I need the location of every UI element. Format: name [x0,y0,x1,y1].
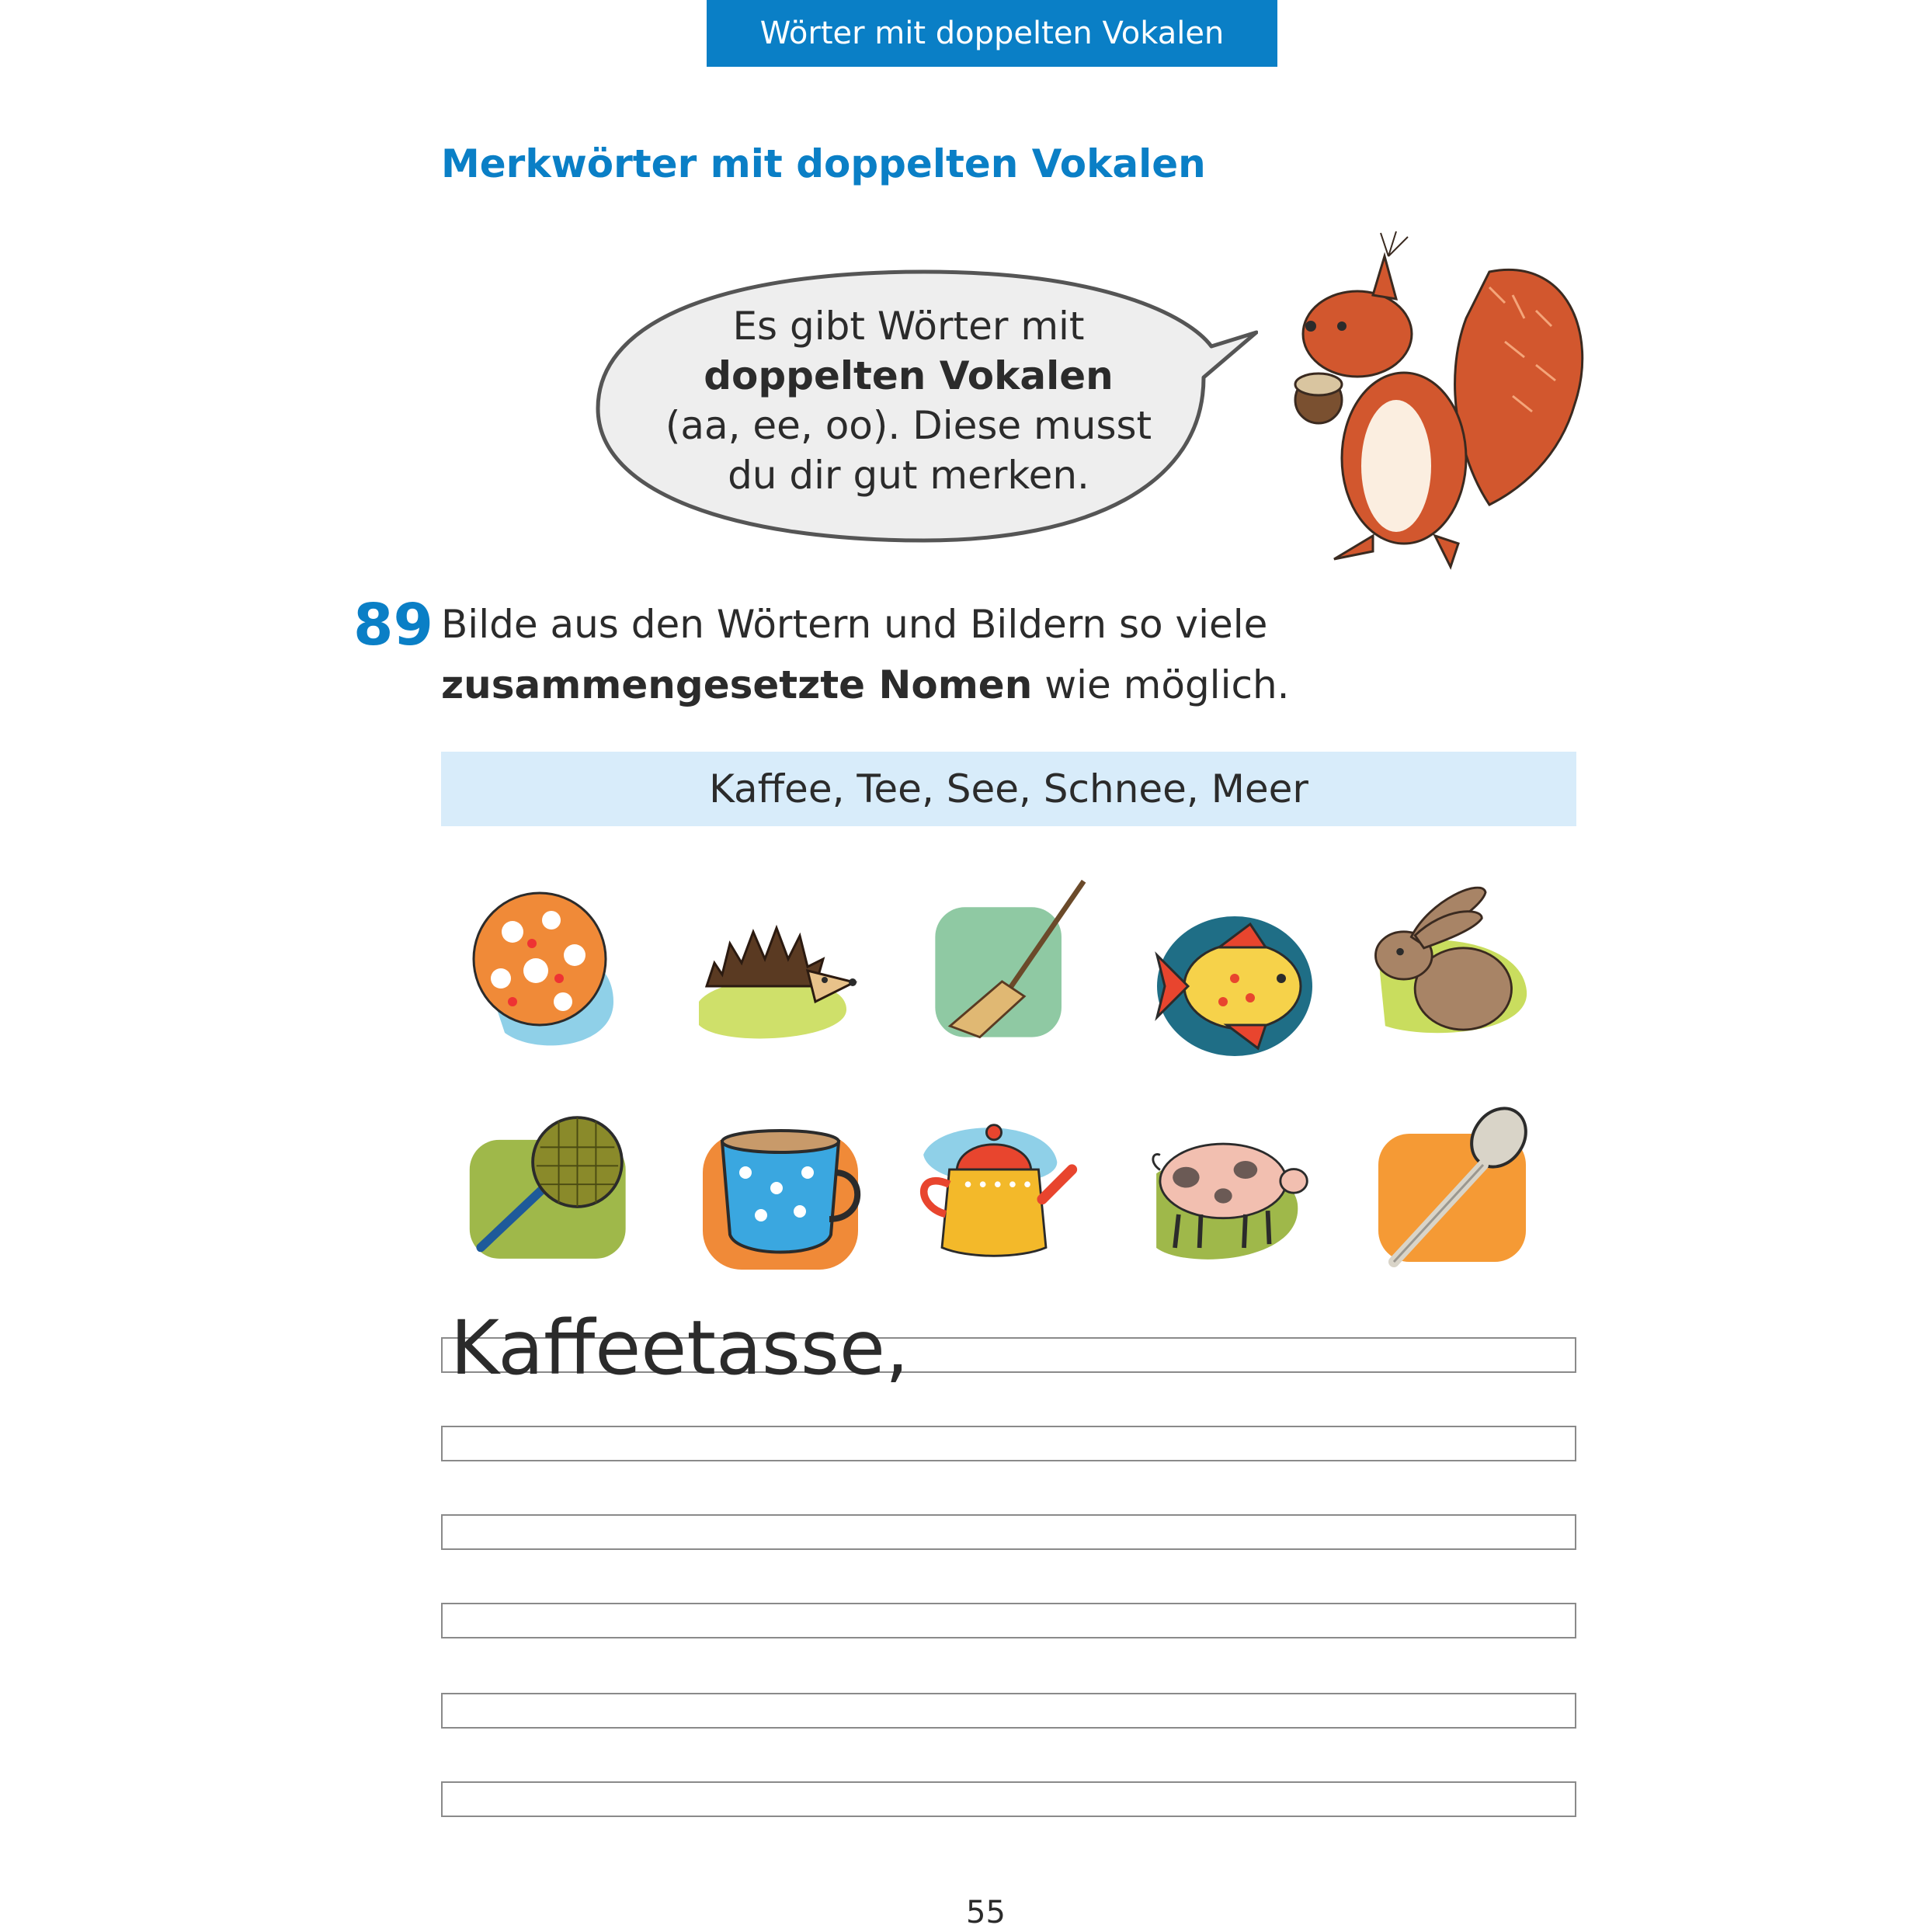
teapot-icon [909,1103,1079,1274]
writing-line[interactable] [441,1603,1576,1638]
word-list-text: Kaffee, Tee, See, Schnee, Meer [709,766,1308,811]
word-list-box [441,752,1576,826]
bubble-line-2-bold: doppelten Vokalen [704,353,1114,398]
bubble-line-4: du dir gut merken. [728,453,1089,498]
section-title: Merkwörter mit doppelten Vokalen [441,141,1206,186]
squirrel-illustration [1256,225,1590,575]
example-answer: Kaffeetasse, [450,1305,909,1392]
speech-bubble-text [645,301,1173,500]
cup-icon [699,1110,870,1281]
topic-header-tab [707,0,1277,67]
writing-line[interactable] [441,1781,1576,1817]
rabbit-icon [1367,877,1538,1048]
page-number: 55 [966,1895,1006,1930]
writing-line[interactable] [441,1514,1576,1550]
writing-line[interactable] [441,1426,1576,1461]
instruction-part-2: wie möglich. [1032,662,1290,707]
pig-icon [1141,1110,1312,1281]
writing-line[interactable] [441,1693,1576,1729]
broom-icon [924,877,1095,1048]
exercise-number: 89 [353,592,433,658]
fish-icon [1149,901,1320,1072]
topic-header-text: Wörter mit doppelten Vokalen [759,16,1225,51]
instruction-bold: zusammengesetzte Nomen [441,662,1033,707]
sieve-icon [466,1103,637,1274]
ball-icon [458,885,629,1056]
bubble-line-1: Es gibt Wörter mit [732,304,1085,349]
hedgehog-icon [691,885,862,1056]
bubble-line-3: (aa, ee, oo). Diese musst [665,403,1152,448]
spoon-icon [1374,1103,1545,1274]
instruction-part-1: Bilde aus den Wörtern und Bildern so viele [441,602,1268,647]
exercise-instruction [441,594,1606,715]
